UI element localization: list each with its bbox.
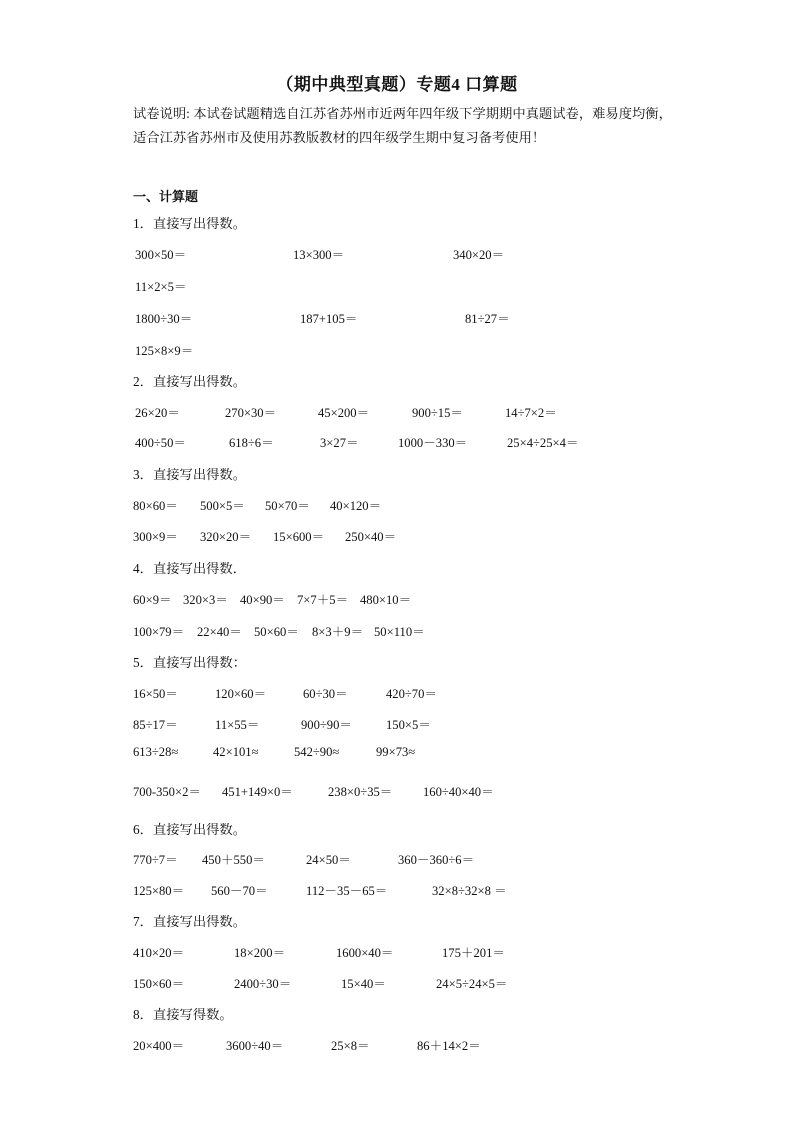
math-expression: 3600÷40＝ bbox=[226, 1039, 284, 1053]
math-expression: 15×600＝ bbox=[273, 530, 325, 544]
math-expression: 613÷28≈ bbox=[133, 745, 179, 759]
question-heading: 8．直接写得数。 bbox=[133, 1007, 233, 1022]
math-expression: 80×60＝ bbox=[133, 499, 178, 513]
math-expression: 1800÷30＝ bbox=[135, 312, 193, 326]
math-expression: 25×4÷25×4＝ bbox=[507, 436, 579, 450]
math-expression: 3×27＝ bbox=[320, 436, 359, 450]
math-expression: 85÷17＝ bbox=[133, 718, 178, 732]
math-expression: 20×400＝ bbox=[133, 1039, 185, 1053]
math-expression: 340×20＝ bbox=[453, 248, 505, 262]
math-expression: 40×120＝ bbox=[330, 499, 382, 513]
math-expression: 50×60＝ bbox=[254, 625, 299, 639]
math-expression: 24×5÷24×5＝ bbox=[436, 977, 508, 991]
intro-text: 试卷说明: 本试卷试题精选自江苏省苏州市近两年四年级下学期期中真题试卷，难易度均衡，适合江苏省苏州市及使用苏教版教材的四年级学生期中复习备考使用！ bbox=[133, 106, 672, 145]
math-expression: 99×73≈ bbox=[376, 745, 416, 759]
math-expression: 100×79＝ bbox=[133, 625, 185, 639]
question-heading: 4．直接写出得数． bbox=[133, 561, 247, 576]
question-heading: 3．直接写出得数。 bbox=[133, 467, 247, 482]
math-expression: 150×60＝ bbox=[133, 977, 185, 991]
math-expression: 500×5＝ bbox=[200, 499, 245, 513]
math-expression: 451+149×0＝ bbox=[222, 785, 293, 799]
question-heading: 2．直接写出得数。 bbox=[133, 374, 247, 389]
math-expression: 24×50＝ bbox=[306, 853, 351, 867]
math-expression: 15×40＝ bbox=[341, 977, 386, 991]
math-expression: 320×20＝ bbox=[200, 530, 252, 544]
math-expression: 250×40＝ bbox=[345, 530, 397, 544]
math-expression: 480×10＝ bbox=[360, 593, 412, 607]
math-expression: 700-350×2＝ bbox=[133, 785, 201, 799]
math-expression: 60÷30＝ bbox=[303, 687, 348, 701]
math-expression: 26×20＝ bbox=[135, 406, 180, 420]
question-heading: 6．直接写出得数。 bbox=[133, 822, 247, 837]
math-expression: 400÷50＝ bbox=[135, 436, 186, 450]
math-expression: 42×101≈ bbox=[213, 745, 259, 759]
math-expression: 81÷27＝ bbox=[465, 312, 510, 326]
math-expression: 25×8＝ bbox=[331, 1039, 370, 1053]
math-expression: 300×50＝ bbox=[135, 248, 187, 262]
math-expression: 542÷90≈ bbox=[294, 745, 340, 759]
page-title: （期中典型真题）专题4 口算题 bbox=[276, 75, 518, 94]
math-expression: 360－360÷6＝ bbox=[398, 853, 475, 867]
math-expression: 560－70＝ bbox=[211, 884, 268, 898]
question-heading: 5．直接写出得数： bbox=[133, 655, 247, 670]
math-expression: 125×8×9＝ bbox=[135, 344, 194, 358]
math-expression: 900÷15＝ bbox=[412, 406, 463, 420]
math-expression: 50×110＝ bbox=[374, 625, 425, 639]
math-expression: 410×20＝ bbox=[133, 946, 185, 960]
math-expression: 150×5＝ bbox=[386, 718, 431, 732]
math-expression: 420÷70＝ bbox=[386, 687, 437, 701]
math-expression: 8×3＋9＝ bbox=[312, 625, 364, 639]
math-expression: 16×50＝ bbox=[133, 687, 178, 701]
math-expression: 11×2×5＝ bbox=[135, 280, 187, 294]
math-expression: 112－35－65＝ bbox=[306, 884, 388, 898]
math-expression: 7×7＋5＝ bbox=[297, 593, 349, 607]
math-expression: 770÷7＝ bbox=[133, 853, 178, 867]
math-expression: 160÷40×40＝ bbox=[423, 785, 494, 799]
math-expression: 175＋201＝ bbox=[442, 946, 505, 960]
math-expression: 2400÷30＝ bbox=[234, 977, 292, 991]
math-expression: 18×200＝ bbox=[234, 946, 286, 960]
math-expression: 14÷7×2＝ bbox=[505, 406, 557, 420]
math-expression: 450＋550＝ bbox=[202, 853, 265, 867]
math-expression: 238×0÷35＝ bbox=[328, 785, 393, 799]
math-expression: 125×80＝ bbox=[133, 884, 185, 898]
math-expression: 1000－330＝ bbox=[398, 436, 468, 450]
math-expression: 40×90＝ bbox=[240, 593, 285, 607]
math-expression: 45×200＝ bbox=[318, 406, 370, 420]
math-expression: 270×30＝ bbox=[225, 406, 277, 420]
math-expression: 120×60＝ bbox=[215, 687, 267, 701]
question-heading: 7．直接写出得数。 bbox=[133, 914, 247, 929]
question-heading: 1．直接写出得数。 bbox=[133, 216, 247, 231]
math-expression: 618÷6＝ bbox=[229, 436, 274, 450]
section-title: 一、计算题 bbox=[133, 189, 199, 204]
math-expression: 320×3＝ bbox=[183, 593, 228, 607]
math-expression: 300×9＝ bbox=[133, 530, 178, 544]
math-expression: 11×55＝ bbox=[215, 718, 260, 732]
math-expression: 32×8÷32×8 ＝ bbox=[432, 884, 507, 898]
math-expression: 86＋14×2＝ bbox=[417, 1039, 481, 1053]
math-expression: 900÷90＝ bbox=[301, 718, 352, 732]
math-expression: 13×300＝ bbox=[293, 248, 345, 262]
math-expression: 22×40＝ bbox=[197, 625, 242, 639]
math-expression: 187+105＝ bbox=[300, 312, 358, 326]
math-expression: 1600×40＝ bbox=[336, 946, 394, 960]
math-expression: 60×9＝ bbox=[133, 593, 172, 607]
math-expression: 50×70＝ bbox=[265, 499, 310, 513]
